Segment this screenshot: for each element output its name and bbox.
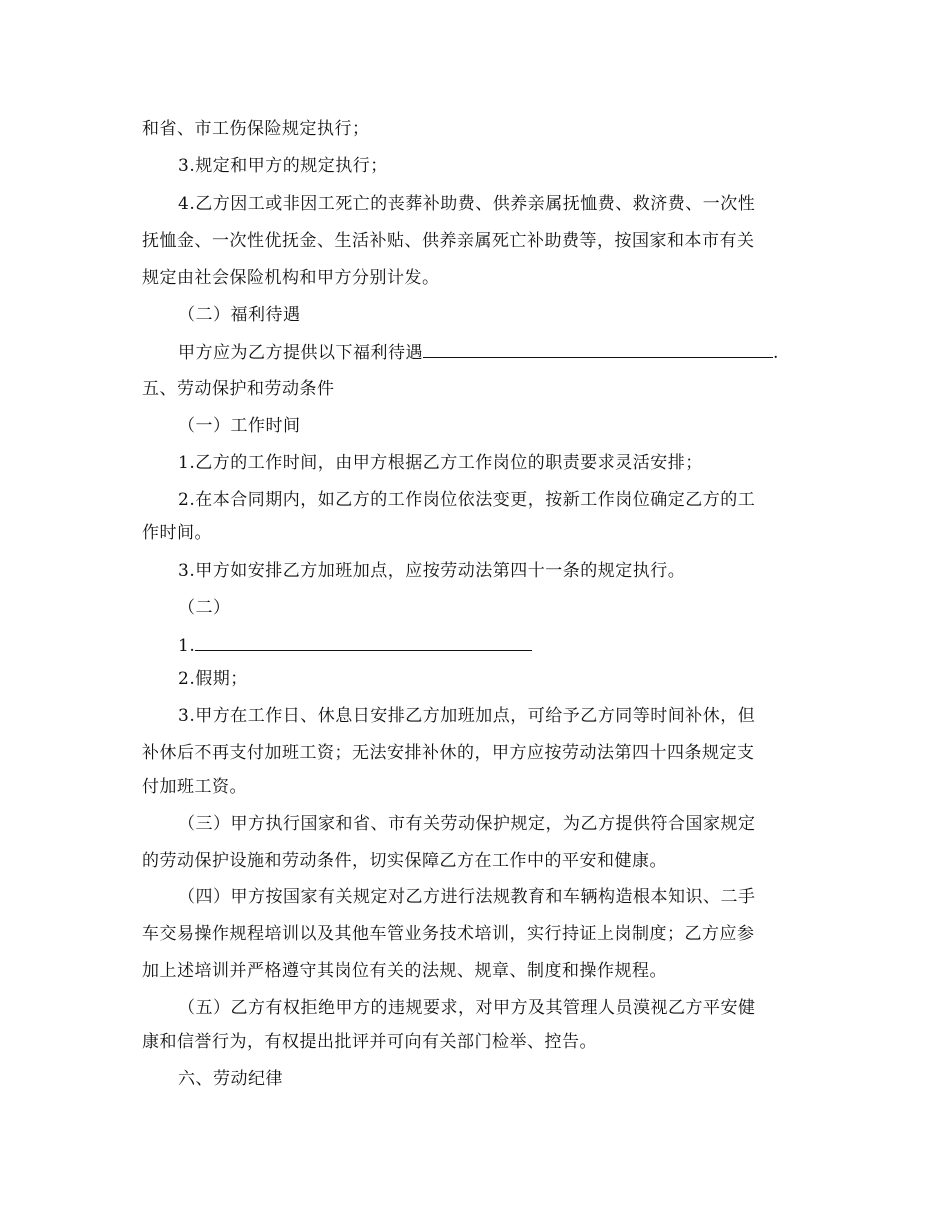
- text-line: 2.在本合同期内，如乙方的工作岗位依法变更，按新工作岗位确定乙方的工: [178, 490, 756, 510]
- text-line: （三）甲方执行国家和省、市有关劳动保护规定，为乙方提供符合国家规定: [178, 814, 756, 834]
- text-line: 的劳动保护设施和劳动条件，切实保障乙方在工作中的平安和健康。: [142, 851, 667, 871]
- text-line: （二）: [178, 598, 231, 618]
- text-line: 车交易操作规程培训以及其他车管业务技术培训，实行持证上岗制度；乙方应参: [142, 924, 755, 944]
- text-line: 和省、市工伤保险规定执行；: [142, 119, 370, 139]
- blank-underline: [423, 341, 773, 358]
- text-line: 付加班工资。: [142, 777, 247, 797]
- text-line: （四）甲方按国家有关规定对乙方进行法规教育和车辆构造根本知识、二手: [178, 887, 756, 907]
- text-line: 抚恤金、一次性优抚金、生活补贴、供养亲属死亡补助费等，按国家和本市有关: [142, 231, 755, 251]
- text-line: （一）工作时间: [178, 416, 301, 436]
- text-line: 3.甲方如安排乙方加班加点，应按劳动法第四十一条的规定执行。: [178, 561, 686, 581]
- welfare-line: [178, 341, 779, 364]
- section-heading: 五、劳动保护和劳动条件: [142, 379, 335, 399]
- text-line: 3.甲方在工作日、休息日安排乙方加班加点，可给予乙方同等时间补休，但: [178, 706, 756, 726]
- text-line: 加上述培训并严格遵守其岗位有关的法规、规章、制度和操作规程。: [142, 961, 667, 981]
- text-line: 4.乙方因工或非因工死亡的丧葬补助费、供养亲属抚恤费、救济费、一次性: [178, 194, 756, 214]
- text-line: .: [773, 343, 779, 363]
- text-line: （五）乙方有权拒绝甲方的违规要求，对甲方及其管理人员漠视乙方平安健: [178, 998, 756, 1018]
- text-line: （二）福利待遇: [178, 305, 301, 325]
- text-line: 2.假期；: [178, 669, 248, 689]
- text-line: 3.规定和甲方的规定执行；: [178, 156, 388, 176]
- text-line: 1.乙方的工作时间，由甲方根据乙方工作岗位的职责要求灵活安排；: [178, 453, 703, 473]
- text-line: 1.: [178, 636, 196, 656]
- text-line: 甲方应为乙方提供以下福利待遇: [178, 343, 423, 363]
- blank-line: [178, 634, 532, 657]
- blank-underline: [195, 634, 532, 651]
- text-line: 作时间。: [142, 523, 212, 543]
- text-line: 康和信誉行为，有权提出批评并可向有关部门检举、控告。: [142, 1032, 597, 1052]
- text-line: 规定由社会保险机构和甲方分别计发。: [142, 268, 440, 288]
- section-heading: 六、劳动纪律: [178, 1069, 283, 1089]
- text-line: 补休后不再支付加班工资；无法安排补休的，甲方应按劳动法第四十四条规定支: [142, 743, 755, 763]
